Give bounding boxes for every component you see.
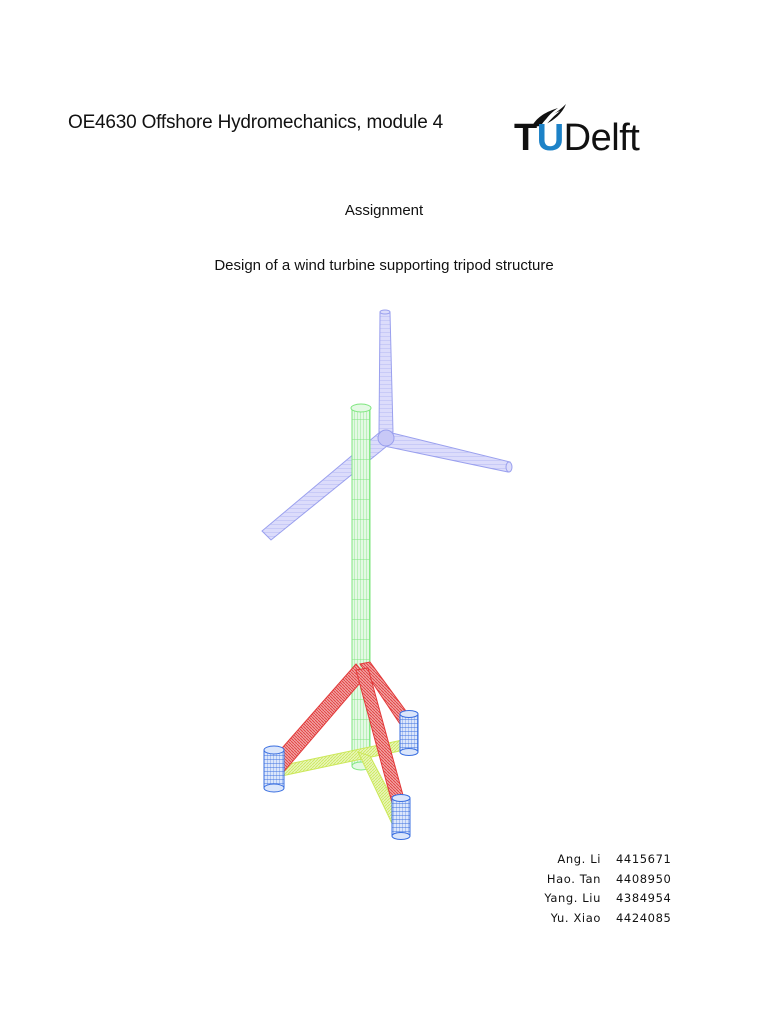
rotor-blade-right bbox=[384, 432, 510, 472]
document-title: Design of a wind turbine supporting tripod structure bbox=[214, 257, 554, 274]
author-row bbox=[510, 850, 690, 870]
pile-right bbox=[400, 711, 418, 756]
course-title: OE4630 Offshore Hydromechanics, module 4 bbox=[68, 112, 444, 133]
rotor-blade-up bbox=[379, 312, 393, 432]
logo-letter-t: T bbox=[514, 117, 537, 159]
logo-letter-u: U bbox=[536, 117, 564, 159]
tripod-wind-turbine-figure bbox=[240, 300, 540, 840]
pile-front bbox=[392, 795, 410, 840]
student-id: 4408950 bbox=[616, 871, 672, 886]
tripod-braces bbox=[268, 662, 414, 810]
rotor-blades bbox=[262, 310, 512, 540]
pile-left bbox=[264, 746, 284, 792]
author-list bbox=[510, 850, 690, 928]
logo-wordmark bbox=[514, 116, 639, 160]
author-name: Yu. Xiao bbox=[550, 910, 601, 925]
rotor-blade-left bbox=[262, 432, 392, 540]
author-row bbox=[510, 870, 690, 890]
logo-delft: Delft bbox=[563, 117, 640, 159]
author-name: Ang. Li bbox=[557, 852, 601, 866]
rotor-hub bbox=[378, 430, 394, 446]
document-type: Assignment bbox=[344, 202, 424, 219]
student-id: 4384954 bbox=[616, 891, 672, 905]
author-name: Yang. Liu bbox=[544, 891, 601, 905]
author-name: Hao. Tan bbox=[546, 871, 601, 886]
author-row bbox=[510, 889, 690, 909]
tudelft-logo bbox=[514, 102, 664, 160]
author-row bbox=[510, 909, 690, 929]
student-id: 4424085 bbox=[616, 910, 672, 925]
student-id: 4415671 bbox=[616, 852, 672, 866]
